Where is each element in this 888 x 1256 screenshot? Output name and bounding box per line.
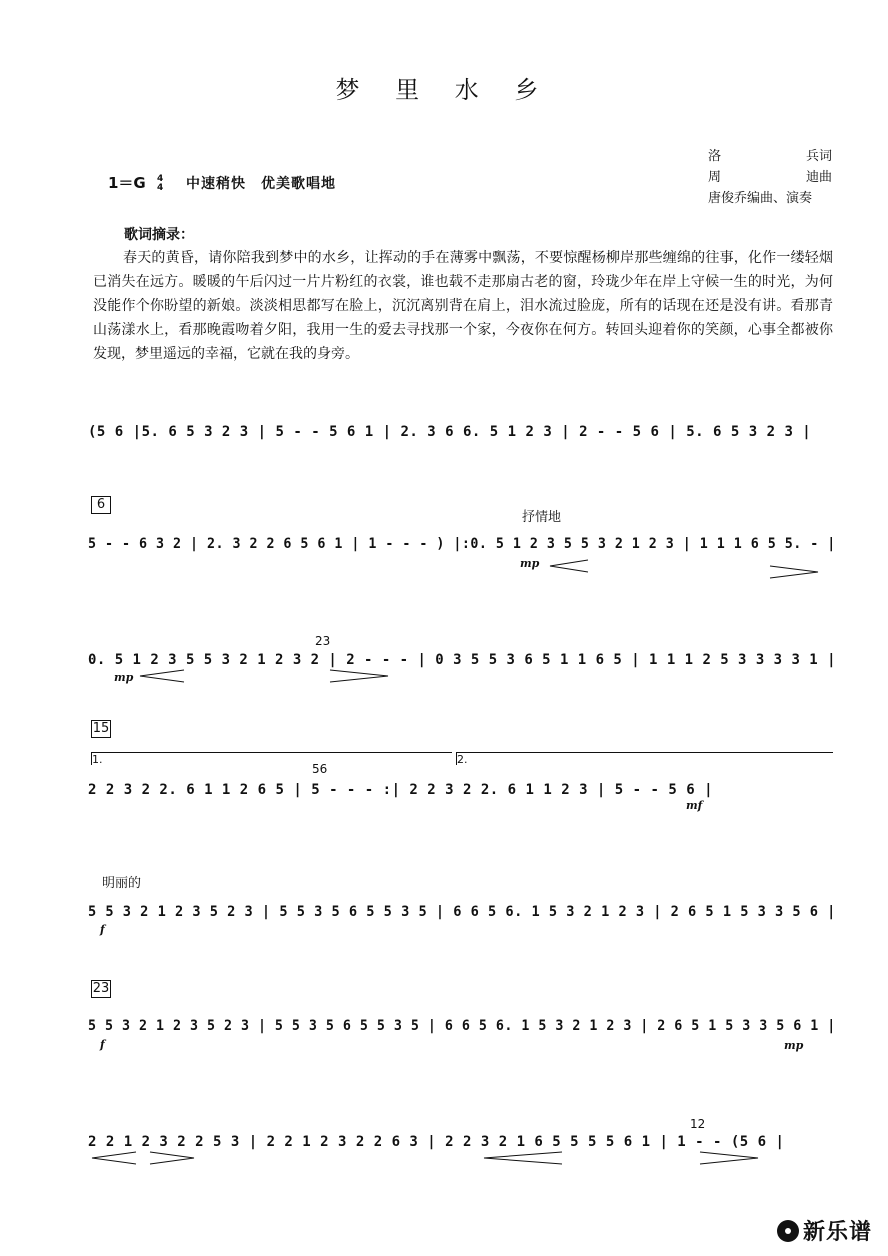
- expression-text: 抒情地: [522, 510, 562, 525]
- time-signature: 4 4: [156, 173, 164, 193]
- page-title: 梦 里 水 乡: [335, 76, 553, 104]
- credits: [708, 146, 832, 209]
- crescendo-hairpin: [140, 670, 186, 682]
- tempo-marking: 中速稍快 优美歌唱地: [186, 176, 336, 192]
- measure-number-box: 6: [91, 496, 111, 514]
- volta-bracket-1: 1.: [91, 752, 452, 765]
- notation-line: 0. 5 1 2 3 5 5 3 2 1 2 3 2 | 2 - - - | 0 3 5 5 3 6 5 1 1 6 5 | 1 1 1 2 5 3 3 3 3 1 |: [88, 652, 837, 668]
- dynamic-mark: mp: [784, 1039, 804, 1052]
- notation-line: 5 5 3 2 1 2 3 5 2 3 | 5 5 3 5 6 5 5 3 5 | 6 6 5 6. 1 5 3 2 1 2 3 | 2 6 5 1 5 3 3 5 6 1 |: [88, 1018, 836, 1034]
- key-tonic: 1＝G: [108, 174, 146, 192]
- notation-line: 2 2 1 2 3 2 2 5 3 | 2 2 1 2 3 2 2 6 3 | 2 2 3 2 1 6 5 5 5 5 6 1 | 1 - - (5 6 |: [88, 1134, 785, 1150]
- notation-line: 5 5 3 2 1 2 3 5 2 3 | 5 5 3 5 6 5 5 3 5 | 6 6 5 6. 1 5 3 2 1 2 3 | 2 6 5 1 5 3 3 5 6 |: [88, 904, 836, 920]
- grace-note: 12: [690, 1117, 706, 1131]
- measure-number-box: 23: [92, 981, 110, 996]
- dynamic-mark: f: [100, 1038, 105, 1051]
- credit-composer: 周 迪曲: [708, 170, 832, 185]
- crescendo-hairpin: [484, 1152, 564, 1164]
- crescendo-hairpin: [550, 560, 590, 572]
- dynamic-mark: f: [100, 923, 105, 936]
- notation-system-5: [88, 898, 836, 936]
- lyrics-heading: 歌词摘录：: [124, 227, 194, 243]
- grace-note: 56: [312, 762, 328, 776]
- key-signature: [108, 172, 171, 193]
- notation-line: 5 - - 6 3 2 | 2. 3 2 2 6 5 6 1 | 1 - - - ) |:0. 5 1 2 3 5 5 3 2 1 2 3 | 1 1 1 6 5 5. - |: [88, 536, 836, 552]
- measure-number-box: 15: [92, 721, 110, 736]
- notation-system-3: [88, 646, 836, 684]
- lyrics-text: 春天的黄昏，请你陪我到梦中的水乡，让挥动的手在薄雾中飘荡，不要惊醒杨柳岸那些缠绵的往事，化作一缕轻烟已消失在远方。暖暖的午后闪过一片片粉红的衣裳，谁也载不走那扇古老的窗，玲珑少年在岸上守候一生的时光，为何没能作个你盼望的新娘。淡淡相思都写在脸上，沉沉离别背在肩上，泪水流过脸庞，所有的话现在还是没有讲。看那青山荡漾水上，看那晚霞吻着夕阳，我用一生的爱去寻找那一个家，今夜你在何方。转回头迎着你的笑颜，心事全都被你发现，梦里遥远的幸福，它就在我的身旁。: [93, 250, 833, 362]
- decrescendo-hairpin: [330, 670, 390, 682]
- notation-system-4: [88, 776, 836, 814]
- notation-system-1: [88, 418, 836, 456]
- notation-system-2: [88, 530, 836, 568]
- dynamic-mark: mp: [520, 557, 540, 570]
- crescendo-hairpin: [92, 1152, 138, 1164]
- record-icon: [777, 1220, 799, 1242]
- notation-line: 2 2 3 2 2. 6 1 1 2 6 5 | 5 - - - :| 2 2 3 2 2. 6 1 1 2 3 | 5 - - 5 6 |: [88, 782, 714, 798]
- site-logo: [777, 1215, 872, 1246]
- volta-bracket-2: 2.: [456, 752, 833, 765]
- credit-arranger: 唐俊乔编曲、演奏: [708, 191, 813, 206]
- grace-note: 23: [315, 634, 331, 648]
- dynamic-mark: mf: [686, 799, 703, 812]
- logo-text: 新乐谱: [802, 1220, 872, 1245]
- decrescendo-hairpin: [150, 1152, 196, 1164]
- notation-line: (5 6 |5. 6 5 3 2 3 | 5 - - 5 6 1 | 2. 3 6 6. 5 1 2 3 | 2 - - 5 6 | 5. 6 5 3 2 3 |: [88, 424, 812, 440]
- decrescendo-hairpin: [700, 1152, 760, 1164]
- credit-lyricist: 洛 兵词: [708, 149, 832, 164]
- notation-system-6: [88, 1012, 836, 1050]
- dynamic-mark: mp: [114, 671, 134, 684]
- decrescendo-hairpin: [770, 566, 820, 578]
- expression-text: 明丽的: [102, 876, 142, 891]
